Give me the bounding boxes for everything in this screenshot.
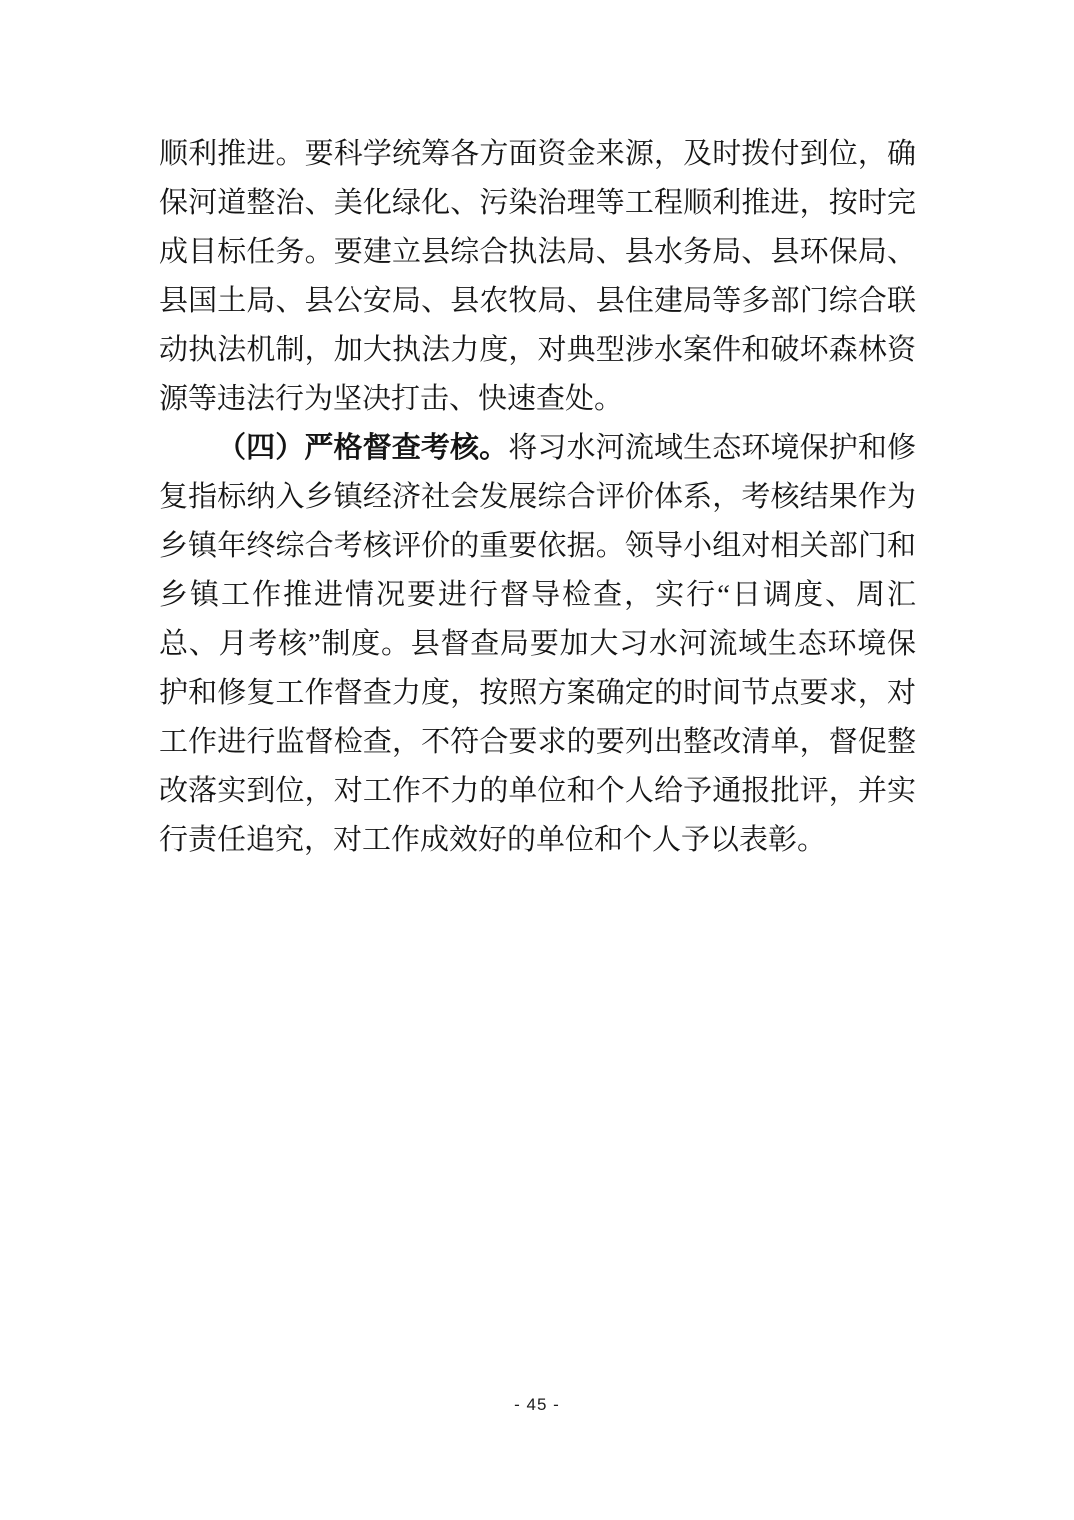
page-footer	[0, 1395, 1074, 1415]
paragraph-text: 将习水河流域生态环境保护和修复指标纳入乡镇经济社会发展综合评价体系，考核结果作为乡镇年终综合考核评价的重要依据。领导小组对相关部门和乡镇工作推进情况要进行督导检查，实行“日调度、周汇总、月考核”制度。县督查局要加大习水河流域生态环境保护和修复工作督查力度，按照方案确定的时间节点要求，对工作进行监督检查，不符合要求的要列出整改清单，督促整改落实到位，对工作不力的单位和个人给予通报批评，并实行责任追究，对工作成效好的单位和个人予以表彰。	[159, 432, 916, 856]
page-number: - 45 -	[514, 1395, 560, 1414]
paragraph-lead-bold: （四）严格督查考核。	[217, 432, 509, 464]
paragraph-text: 顺利推进。要科学统筹各方面资金来源，及时拨付到位，确保河道整治、美化绿化、污染治理等工程顺利推进，按时完成目标任务。要建立县综合执法局、县水务局、县环保局、县国土局、县公安局、县农牧局、县住建局等多部门综合联动执法机制，加大执法力度，对典型涉水案件和破坏森林资源等违法行为坚决打击、快速查处。	[159, 138, 916, 415]
paragraph	[159, 130, 916, 424]
document-body	[159, 130, 916, 865]
paragraph	[159, 424, 916, 865]
